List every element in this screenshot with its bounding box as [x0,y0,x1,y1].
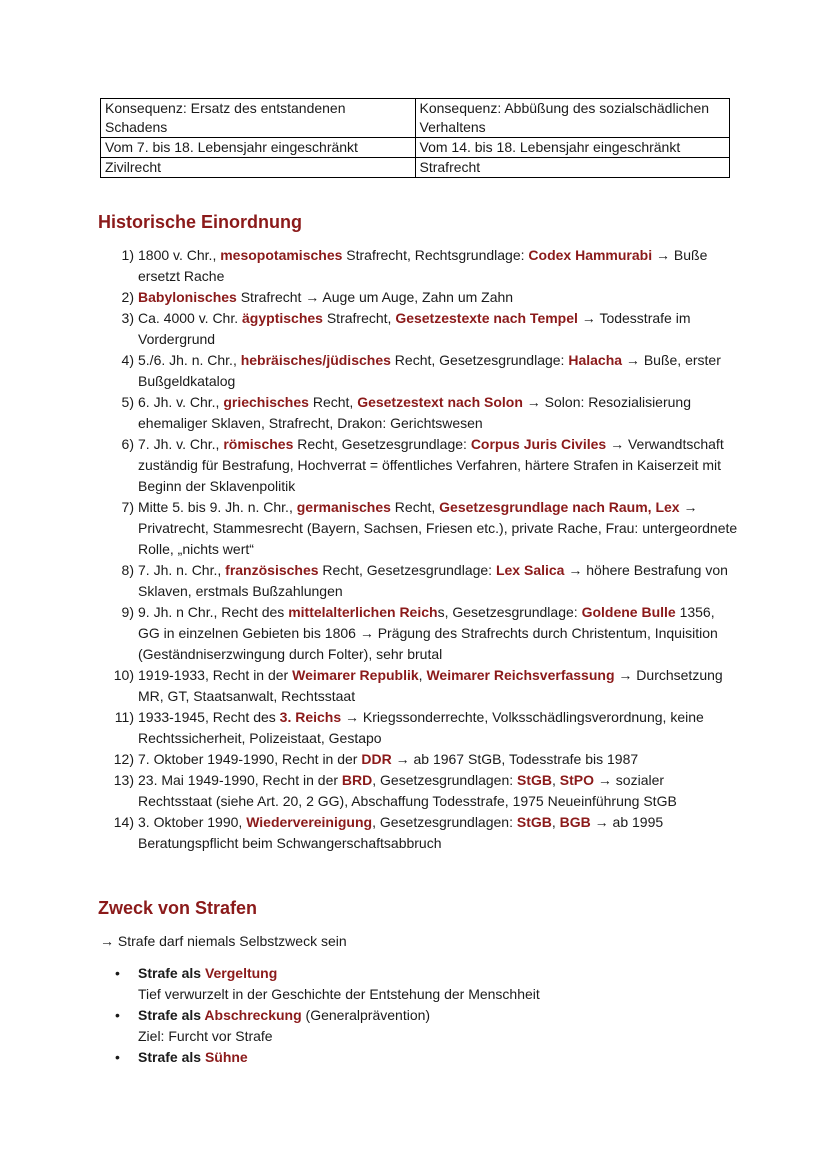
list-text: Recht, [308,394,358,410]
highlight-term: 3. Reichs [279,709,342,725]
list-text: 7. Jh. v. Chr., [138,436,224,452]
highlight-term: mesopotamisches [220,247,343,263]
highlight-term: Corpus Juris Civiles [470,436,607,452]
list-item [100,560,740,602]
list-item [100,245,740,287]
bullet-item [100,1047,720,1068]
list-text: Strafrecht, Rechtsgrundlage: [342,247,529,263]
section-title-historisch: Historische Einordnung [98,212,303,232]
list-item [100,812,740,854]
highlight-term: Gesetzesgrundlage nach Raum, Lex [439,499,680,515]
highlight-term: Gesetzestexte nach Tempel [395,310,578,326]
highlight-term: römisches [223,436,294,452]
list-text: , [418,667,427,683]
list-number: 13) [113,772,134,788]
bullet-icon: • [115,965,120,981]
table-row [101,138,730,158]
bullet-item [100,963,720,1005]
table-cell: Zivilrecht [101,158,416,178]
bullet-subtext: Tief verwurzelt in der Geschichte der Entstehung der Menschheit [138,986,540,1002]
table-row [101,158,730,178]
list-item [100,392,740,434]
list-text: 1800 v. Chr., [138,247,221,263]
highlight-term: StGB [516,814,552,830]
list-number: 7) [121,499,134,515]
list-text: 5./6. Jh. n. Chr., [138,352,241,368]
highlight-term: Lex Salica [495,562,565,578]
list-item [100,707,740,749]
highlight-term: Wiedervereinigung [246,814,373,830]
list-text: → ab 1995 Beratungspflicht beim Schwangerschaftsabbruch [138,814,664,851]
table-cell: Vom 14. bis 18. Lebensjahr eingeschränkt [415,138,730,158]
list-text: → Kriegssonderrechte, Volksschädlingsverordnung, keine Rechtssicherheit, Polizeistaat, Gestapo [138,709,704,746]
list-text: , [551,814,560,830]
list-text: , Gesetzesgrundlagen: [372,814,517,830]
highlight-term: germanisches [296,499,391,515]
list-text: 3. Oktober 1990, [138,814,247,830]
highlight-term: griechisches [223,394,309,410]
list-item [100,434,740,497]
list-number: 1) [121,247,134,263]
highlight-term: Halacha [568,352,623,368]
list-text: Strafrecht, [322,310,396,326]
table-row [101,99,730,138]
section-title-zweck: Zweck von Strafen [98,898,258,918]
table-cell: Vom 7. bis 18. Lebensjahr eingeschränkt [101,138,416,158]
highlight-term: Codex Hammurabi [528,247,653,263]
list-text: 1919-1933, Recht in der [138,667,293,683]
list-item [100,287,740,308]
list-number: 11) [114,709,134,725]
bullet-suffix: (Generalprävention) [301,1007,431,1023]
highlight-term: Sühne [204,1049,248,1065]
list-item [100,749,740,770]
list-text: 7. Oktober 1949-1990, Recht in der [138,751,362,767]
zweck-intro: → Strafe darf niemals Selbstzweck sein [100,933,347,949]
table-cell: Strafrecht [415,158,730,178]
highlight-term: DDR [361,751,392,767]
list-number: 14) [113,814,134,830]
list-number: 10) [113,667,134,683]
list-text: 1356, GG in einzelnen Gebieten bis 1806 → Prägung des Strafrechts durch Christentum, Inquisition (Geständniserzwingung durch Folter), sehr brutal [138,604,718,662]
list-text: → Privatrecht, Stammesrecht (Bayern, Sachsen, Friesen etc.), private Rache, Frau: untergeordnete Rolle, „nichts wert“ [138,499,738,557]
list-text: → Buße, erster Bußgeldkatalog [138,352,721,389]
list-text: 6. Jh. v. Chr., [138,394,224,410]
list-item [100,770,740,812]
list-text: → sozialer Rechtsstaat (siehe Art. 20, 2 GG), Abschaffung Todesstrafe, 1975 Neueinführung StGB [138,772,677,809]
highlight-term: Weimarer Republik [292,667,419,683]
highlight-term: BGB [559,814,591,830]
highlight-term: Babylonisches [138,289,237,305]
list-text: Recht, Gesetzesgrundlage: [293,436,471,452]
list-number: 6) [121,436,134,452]
list-text: Recht, Gesetzesgrundlage: [318,562,496,578]
list-item [100,665,740,707]
list-text: , Gesetzesgrundlagen: [372,772,518,788]
list-text: Strafrecht → Auge um Auge, Zahn um Zahn [236,289,514,305]
list-number: 2) [121,289,134,305]
highlight-term: mittelalterlichen Reich [288,604,438,620]
list-text: → höhere Bestrafung von Sklaven, erstmals Bußzahlungen [138,562,728,599]
list-number: 9) [121,604,134,620]
highlight-term: Vergeltung [204,965,278,981]
list-text: Ca. 4000 v. Chr. [138,310,243,326]
list-text: Recht, Gesetzesgrundlage: [390,352,569,368]
zweck-list [100,963,720,1068]
highlight-term: Abschreckung [204,1007,302,1023]
highlight-term: hebräisches/jüdisches [240,352,391,368]
list-number: 3) [121,310,134,326]
bullet-icon: • [115,1049,120,1065]
comparison-table [100,98,730,178]
bullet-prefix: Strafe als [138,1007,205,1023]
list-number: 4) [121,352,134,368]
bullet-prefix: Strafe als [138,1049,205,1065]
list-text: → Durchsetzung MR, GT, Staatsanwalt, Rechtsstaat [138,667,723,704]
list-text: → Solon: Resozialisierung ehemaliger Sklaven, Strafrecht, Drakon: Gerichtswesen [138,394,691,431]
list-item [100,602,740,665]
list-text: Mitte 5. bis 9. Jh. n. Chr., [138,499,297,515]
list-text: 1933-1945, Recht des [138,709,280,725]
highlight-term: StPO [559,772,595,788]
bullet-icon: • [115,1007,120,1023]
highlight-term: ägyptisches [242,310,323,326]
list-number: 8) [121,562,134,578]
table-cell: Konsequenz: Ersatz des entstandenen Schadens [101,99,416,138]
highlight-term: BRD [341,772,373,788]
list-text: 7. Jh. n. Chr., [138,562,226,578]
highlight-term: Gesetzestext nach Solon [357,394,523,410]
list-number: 5) [121,394,134,410]
list-item [100,497,740,560]
list-number: 12) [113,751,134,767]
list-text: Recht, [390,499,440,515]
list-text: → ab 1967 StGB, Todesstrafe bis 1987 [391,751,639,767]
list-text: → Buße ersetzt Rache [138,247,708,284]
list-text: s, Gesetzesgrundlage: [437,604,582,620]
highlight-term: französisches [225,562,319,578]
bullet-prefix: Strafe als [138,965,205,981]
list-text: → Todesstrafe im Vordergrund [138,310,691,347]
bullet-subtext: Ziel: Furcht vor Strafe [138,1028,273,1044]
list-text: , [552,772,560,788]
history-list [100,245,740,854]
list-item [100,308,740,350]
highlight-term: Weimarer Reichsverfassung [426,667,615,683]
table-cell: Konsequenz: Abbüßung des sozialschädlichen Verhaltens [415,99,730,138]
bullet-item [100,1005,720,1047]
list-text: → Verwandtschaft zuständig für Bestrafung, Hochverrat = öffentliches Verfahren, härtere Strafen in Kaiserzeit mit Beginn der Sklavenpolitik [138,436,724,494]
list-text: 9. Jh. n Chr., Recht des [138,604,289,620]
highlight-term: Goldene Bulle [581,604,676,620]
list-text: 23. Mai 1949-1990, Recht in der [138,772,342,788]
list-item [100,350,740,392]
highlight-term: StGB [517,772,553,788]
